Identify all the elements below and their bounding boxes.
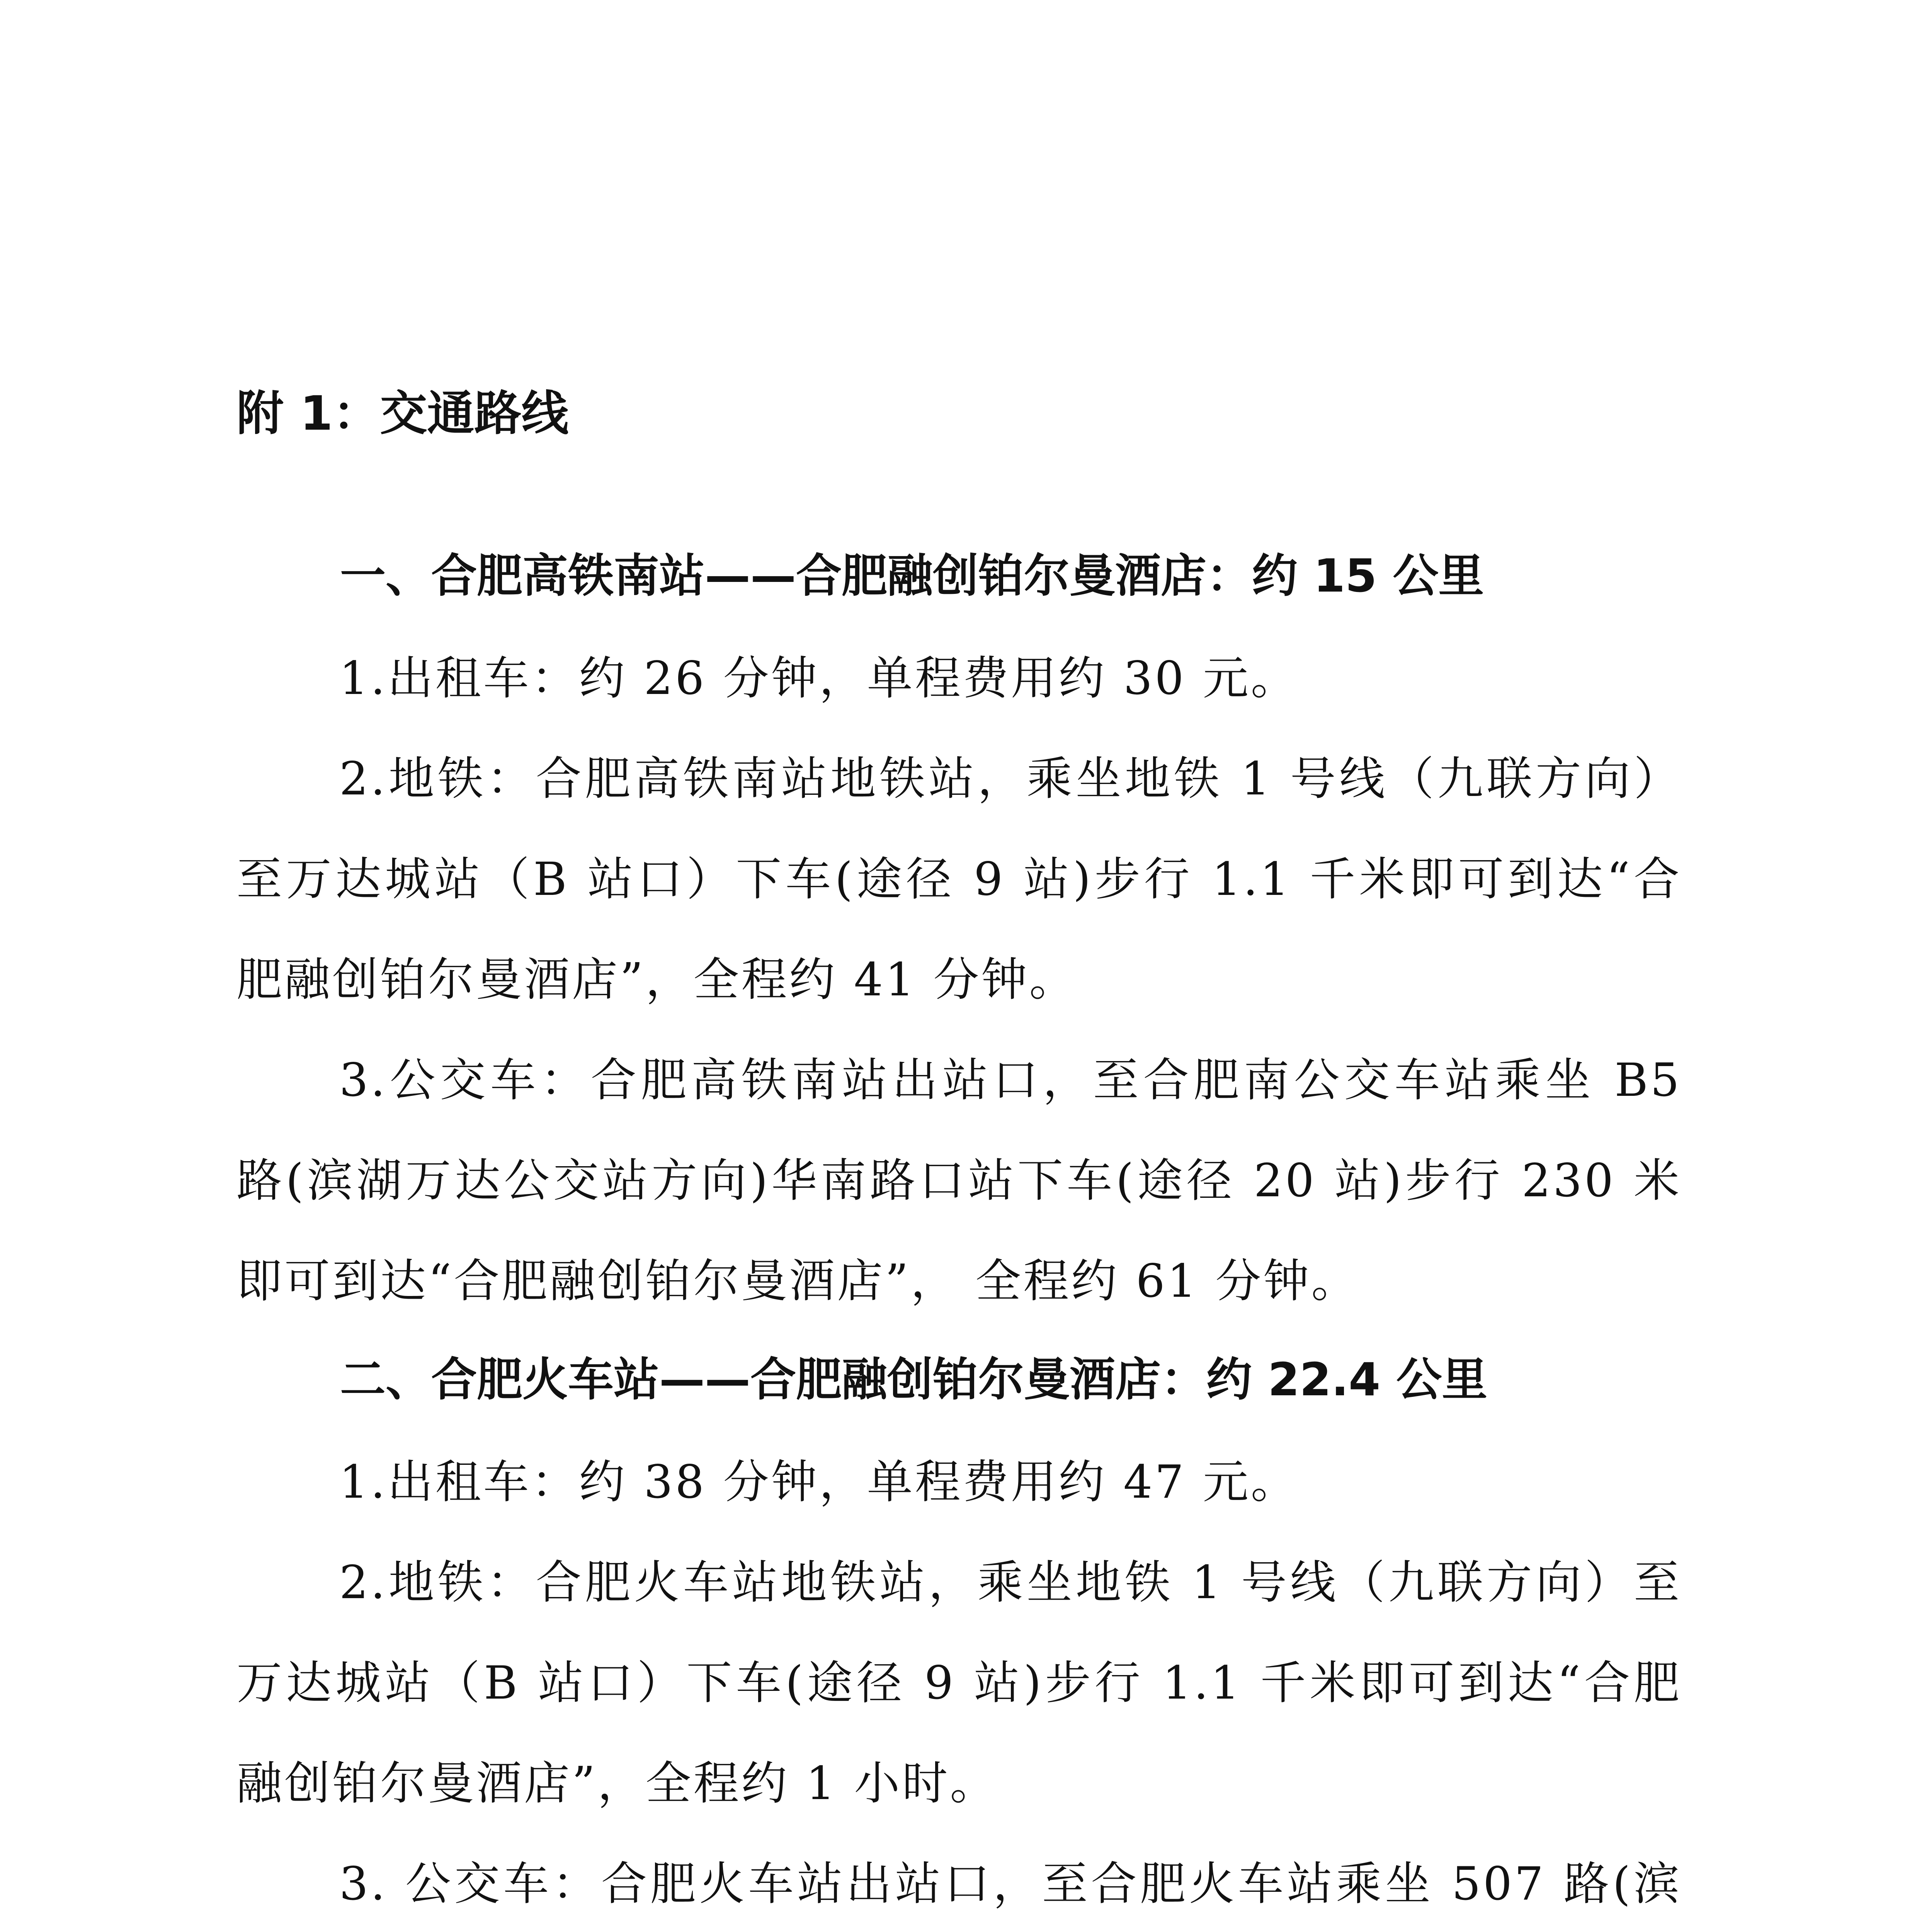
route-metro-railway-station: 2.地铁：合肥火车站地铁站，乘坐地铁 1 号线（九联方向）至万达城站（B 站口）下车(途径 9 站)步行 1.1 千米即可到达“合肥融创铂尔曼酒店”，全程约 1 小时。 <box>236 1556 1682 1810</box>
route-taxi-high-speed-rail: 1.出租车：约 26 分钟，单程费用约 30 元。 <box>339 651 1299 705</box>
route-metro-high-speed-rail: 2.地铁：合肥高铁南站地铁站，乘坐地铁 1 号线（九联方向）至万达城站（B 站口）下车(途径 9 站)步行 1.1 千米即可到达“合肥融创铂尔曼酒店”，全程约 41 分钟。 <box>236 752 1682 1006</box>
route-bus-railway-station: 3. 公交车：合肥火车站出站口，至合肥火车站乘坐 507 路(滨 <box>339 1857 1682 1910</box>
route-taxi-railway-station: 1.出租车：约 38 分钟，单程费用约 47 元。 <box>339 1455 1299 1509</box>
route-bus-high-speed-rail: 3.公交车：合肥高铁南站出站口，至合肥南公交车站乘坐 B5 路(滨湖万达公交站方向)华南路口站下车(途径 20 站)步行 230 米即可到达“合肥融创铂尔曼酒店”， 全程约 61 分钟。 <box>236 1053 1682 1308</box>
document-title: 附 1：交通路线 <box>236 386 569 441</box>
section-heading-railway-station: 二、合肥火车站——合肥融创铂尔曼酒店：约 22.4 公里 <box>340 1353 1488 1406</box>
section-heading-high-speed-rail: 一、合肥高铁南站——合肥融创铂尔曼酒店：约 15 公里 <box>340 549 1484 602</box>
